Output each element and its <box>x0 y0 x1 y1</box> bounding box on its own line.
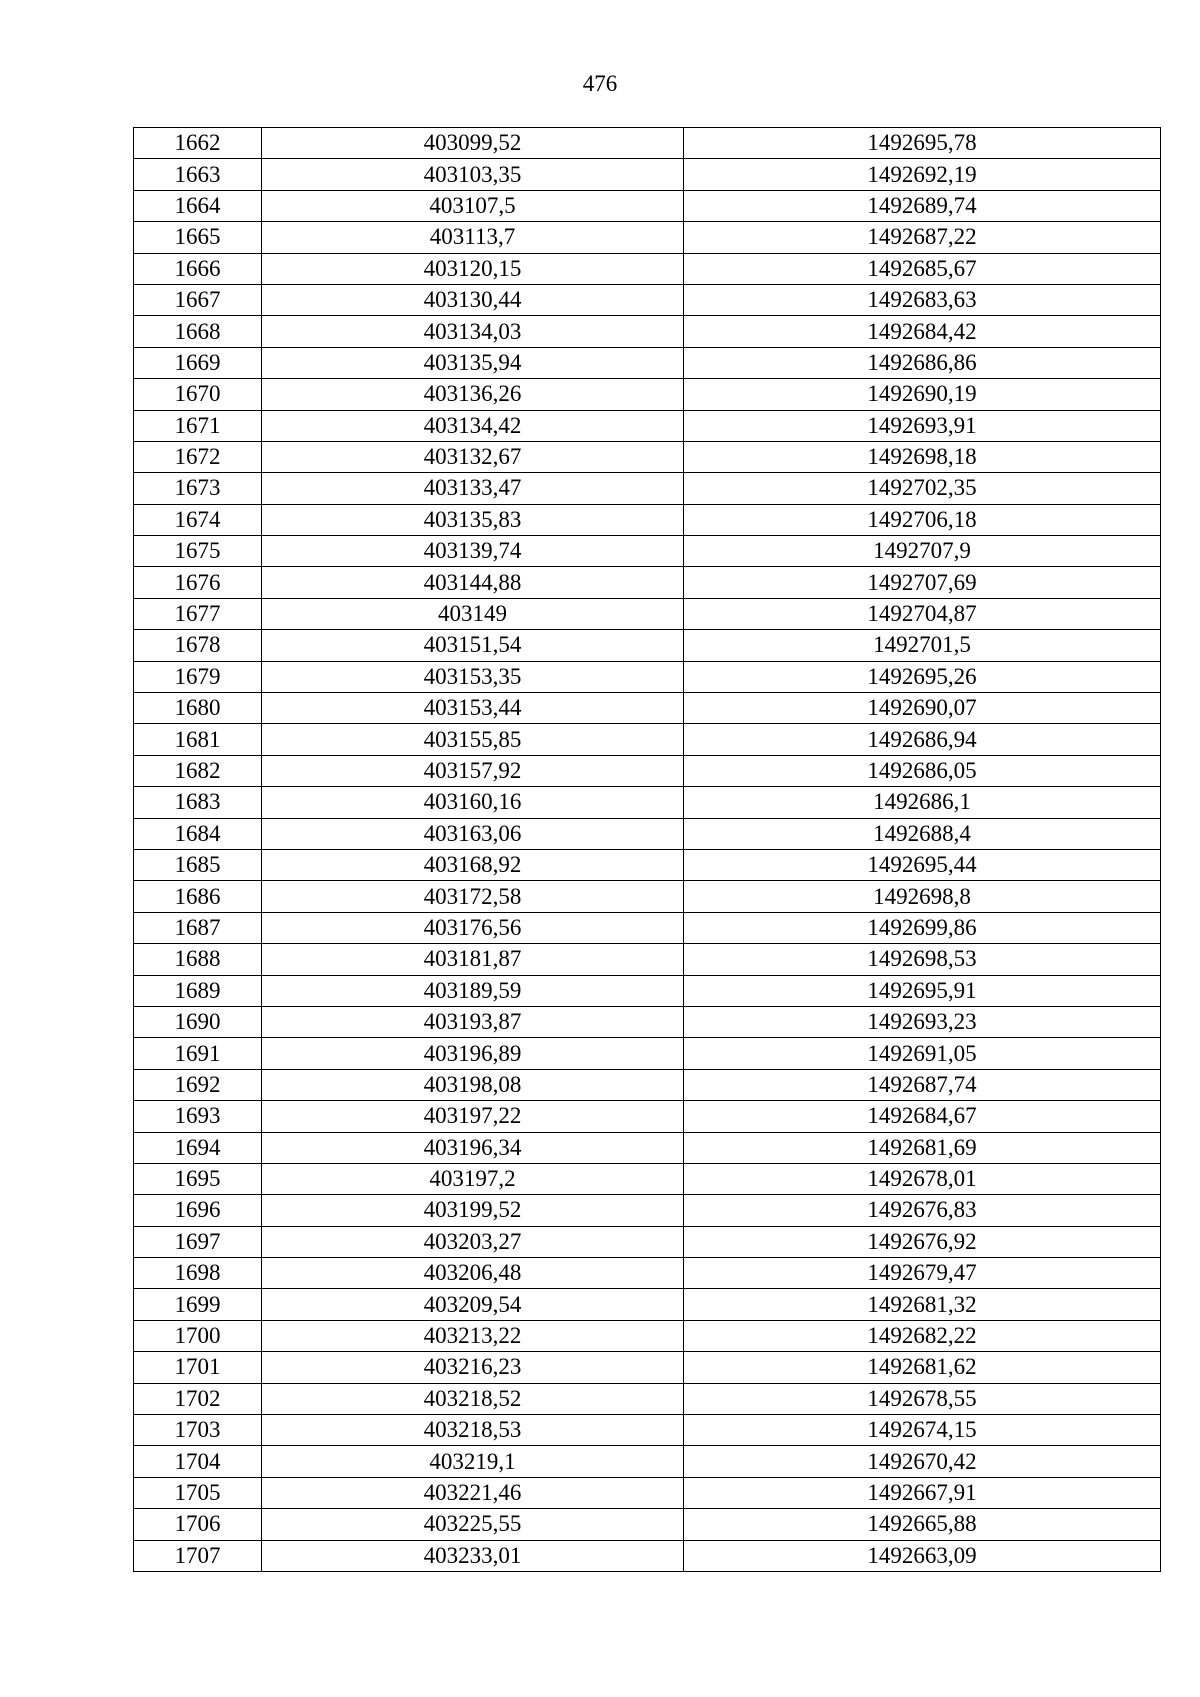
y-coordinate-cell: 1492683,63 <box>684 284 1161 315</box>
point-number-cell: 1690 <box>134 1006 262 1037</box>
table-row <box>134 536 1161 567</box>
table-row <box>134 1258 1161 1289</box>
y-coordinate-cell: 1492691,05 <box>684 1038 1161 1069</box>
table-row <box>134 1540 1161 1571</box>
y-coordinate-cell: 1492702,35 <box>684 473 1161 504</box>
y-coordinate-cell: 1492693,91 <box>684 410 1161 441</box>
table-row <box>134 441 1161 472</box>
x-coordinate-cell: 403120,15 <box>262 253 684 284</box>
point-number-cell: 1679 <box>134 661 262 692</box>
point-number-cell: 1673 <box>134 473 262 504</box>
x-coordinate-cell: 403176,56 <box>262 912 684 943</box>
y-coordinate-cell: 1492693,23 <box>684 1006 1161 1037</box>
table-row <box>134 128 1161 159</box>
x-coordinate-cell: 403153,35 <box>262 661 684 692</box>
point-number-cell: 1706 <box>134 1509 262 1540</box>
table-row <box>134 598 1161 629</box>
table-row <box>134 881 1161 912</box>
y-coordinate-cell: 1492674,15 <box>684 1415 1161 1446</box>
point-number-cell: 1665 <box>134 222 262 253</box>
point-number-cell: 1684 <box>134 818 262 849</box>
coordinates-table <box>133 127 1161 1572</box>
point-number-cell: 1674 <box>134 504 262 535</box>
x-coordinate-cell: 403219,1 <box>262 1446 684 1477</box>
x-coordinate-cell: 403135,83 <box>262 504 684 535</box>
table-row <box>134 410 1161 441</box>
y-coordinate-cell: 1492681,32 <box>684 1289 1161 1320</box>
table-row <box>134 1352 1161 1383</box>
table-row <box>134 755 1161 786</box>
x-coordinate-cell: 403139,74 <box>262 536 684 567</box>
table-row <box>134 1289 1161 1320</box>
point-number-cell: 1664 <box>134 190 262 221</box>
y-coordinate-cell: 1492704,87 <box>684 598 1161 629</box>
y-coordinate-cell: 1492685,67 <box>684 253 1161 284</box>
table-row <box>134 1038 1161 1069</box>
x-coordinate-cell: 403197,22 <box>262 1101 684 1132</box>
y-coordinate-cell: 1492699,86 <box>684 912 1161 943</box>
x-coordinate-cell: 403206,48 <box>262 1258 684 1289</box>
x-coordinate-cell: 403133,47 <box>262 473 684 504</box>
x-coordinate-cell: 403193,87 <box>262 1006 684 1037</box>
table-row <box>134 787 1161 818</box>
x-coordinate-cell: 403144,88 <box>262 567 684 598</box>
point-number-cell: 1702 <box>134 1383 262 1414</box>
y-coordinate-cell: 1492706,18 <box>684 504 1161 535</box>
x-coordinate-cell: 403157,92 <box>262 755 684 786</box>
table-row <box>134 693 1161 724</box>
table-row <box>134 190 1161 221</box>
table-body <box>134 128 1161 1572</box>
point-number-cell: 1671 <box>134 410 262 441</box>
table-row <box>134 504 1161 535</box>
point-number-cell: 1694 <box>134 1132 262 1163</box>
y-coordinate-cell: 1492695,91 <box>684 975 1161 1006</box>
point-number-cell: 1682 <box>134 755 262 786</box>
y-coordinate-cell: 1492667,91 <box>684 1477 1161 1508</box>
point-number-cell: 1678 <box>134 630 262 661</box>
y-coordinate-cell: 1492682,22 <box>684 1320 1161 1351</box>
x-coordinate-cell: 403218,52 <box>262 1383 684 1414</box>
table-row <box>134 849 1161 880</box>
x-coordinate-cell: 403213,22 <box>262 1320 684 1351</box>
table-row <box>134 975 1161 1006</box>
point-number-cell: 1662 <box>134 128 262 159</box>
y-coordinate-cell: 1492701,5 <box>684 630 1161 661</box>
x-coordinate-cell: 403221,46 <box>262 1477 684 1508</box>
y-coordinate-cell: 1492695,44 <box>684 849 1161 880</box>
x-coordinate-cell: 403135,94 <box>262 347 684 378</box>
x-coordinate-cell: 403103,35 <box>262 159 684 190</box>
point-number-cell: 1688 <box>134 944 262 975</box>
point-number-cell: 1700 <box>134 1320 262 1351</box>
y-coordinate-cell: 1492698,18 <box>684 441 1161 472</box>
point-number-cell: 1683 <box>134 787 262 818</box>
table-row <box>134 1320 1161 1351</box>
y-coordinate-cell: 1492695,78 <box>684 128 1161 159</box>
y-coordinate-cell: 1492681,62 <box>684 1352 1161 1383</box>
x-coordinate-cell: 403196,89 <box>262 1038 684 1069</box>
point-number-cell: 1675 <box>134 536 262 567</box>
y-coordinate-cell: 1492690,19 <box>684 379 1161 410</box>
y-coordinate-cell: 1492678,55 <box>684 1383 1161 1414</box>
point-number-cell: 1698 <box>134 1258 262 1289</box>
point-number-cell: 1666 <box>134 253 262 284</box>
y-coordinate-cell: 1492678,01 <box>684 1163 1161 1194</box>
point-number-cell: 1707 <box>134 1540 262 1571</box>
point-number-cell: 1663 <box>134 159 262 190</box>
y-coordinate-cell: 1492676,83 <box>684 1195 1161 1226</box>
table-row <box>134 1226 1161 1257</box>
point-number-cell: 1703 <box>134 1415 262 1446</box>
y-coordinate-cell: 1492686,94 <box>684 724 1161 755</box>
x-coordinate-cell: 403155,85 <box>262 724 684 755</box>
y-coordinate-cell: 1492684,67 <box>684 1101 1161 1132</box>
x-coordinate-cell: 403136,26 <box>262 379 684 410</box>
x-coordinate-cell: 403099,52 <box>262 128 684 159</box>
table-row <box>134 1509 1161 1540</box>
x-coordinate-cell: 403153,44 <box>262 693 684 724</box>
table-row <box>134 1415 1161 1446</box>
x-coordinate-cell: 403199,52 <box>262 1195 684 1226</box>
y-coordinate-cell: 1492665,88 <box>684 1509 1161 1540</box>
point-number-cell: 1689 <box>134 975 262 1006</box>
point-number-cell: 1677 <box>134 598 262 629</box>
point-number-cell: 1681 <box>134 724 262 755</box>
x-coordinate-cell: 403198,08 <box>262 1069 684 1100</box>
x-coordinate-cell: 403160,16 <box>262 787 684 818</box>
x-coordinate-cell: 403172,58 <box>262 881 684 912</box>
table-row <box>134 1163 1161 1194</box>
point-number-cell: 1705 <box>134 1477 262 1508</box>
table-row <box>134 473 1161 504</box>
x-coordinate-cell: 403163,06 <box>262 818 684 849</box>
y-coordinate-cell: 1492670,42 <box>684 1446 1161 1477</box>
table-row <box>134 1069 1161 1100</box>
table-row <box>134 1132 1161 1163</box>
y-coordinate-cell: 1492692,19 <box>684 159 1161 190</box>
y-coordinate-cell: 1492698,53 <box>684 944 1161 975</box>
point-number-cell: 1699 <box>134 1289 262 1320</box>
x-coordinate-cell: 403196,34 <box>262 1132 684 1163</box>
x-coordinate-cell: 403134,42 <box>262 410 684 441</box>
point-number-cell: 1685 <box>134 849 262 880</box>
table-row <box>134 347 1161 378</box>
point-number-cell: 1687 <box>134 912 262 943</box>
table-row <box>134 818 1161 849</box>
table-row <box>134 222 1161 253</box>
table-row <box>134 284 1161 315</box>
table-row <box>134 1006 1161 1037</box>
x-coordinate-cell: 403107,5 <box>262 190 684 221</box>
table-row <box>134 253 1161 284</box>
point-number-cell: 1680 <box>134 693 262 724</box>
x-coordinate-cell: 403130,44 <box>262 284 684 315</box>
point-number-cell: 1701 <box>134 1352 262 1383</box>
x-coordinate-cell: 403149 <box>262 598 684 629</box>
point-number-cell: 1670 <box>134 379 262 410</box>
point-number-cell: 1704 <box>134 1446 262 1477</box>
x-coordinate-cell: 403151,54 <box>262 630 684 661</box>
point-number-cell: 1676 <box>134 567 262 598</box>
table-row <box>134 567 1161 598</box>
x-coordinate-cell: 403218,53 <box>262 1415 684 1446</box>
point-number-cell: 1691 <box>134 1038 262 1069</box>
x-coordinate-cell: 403209,54 <box>262 1289 684 1320</box>
y-coordinate-cell: 1492676,92 <box>684 1226 1161 1257</box>
point-number-cell: 1693 <box>134 1101 262 1132</box>
point-number-cell: 1667 <box>134 284 262 315</box>
table-row <box>134 1195 1161 1226</box>
y-coordinate-cell: 1492690,07 <box>684 693 1161 724</box>
y-coordinate-cell: 1492695,26 <box>684 661 1161 692</box>
y-coordinate-cell: 1492686,05 <box>684 755 1161 786</box>
table-row <box>134 1101 1161 1132</box>
table-row <box>134 661 1161 692</box>
point-number-cell: 1668 <box>134 316 262 347</box>
y-coordinate-cell: 1492679,47 <box>684 1258 1161 1289</box>
x-coordinate-cell: 403233,01 <box>262 1540 684 1571</box>
point-number-cell: 1692 <box>134 1069 262 1100</box>
point-number-cell: 1669 <box>134 347 262 378</box>
y-coordinate-cell: 1492687,22 <box>684 222 1161 253</box>
x-coordinate-cell: 403225,55 <box>262 1509 684 1540</box>
table-row <box>134 159 1161 190</box>
table-row <box>134 944 1161 975</box>
x-coordinate-cell: 403203,27 <box>262 1226 684 1257</box>
y-coordinate-cell: 1492681,69 <box>684 1132 1161 1163</box>
x-coordinate-cell: 403197,2 <box>262 1163 684 1194</box>
x-coordinate-cell: 403168,92 <box>262 849 684 880</box>
y-coordinate-cell: 1492707,69 <box>684 567 1161 598</box>
x-coordinate-cell: 403132,67 <box>262 441 684 472</box>
point-number-cell: 1695 <box>134 1163 262 1194</box>
y-coordinate-cell: 1492689,74 <box>684 190 1161 221</box>
y-coordinate-cell: 1492663,09 <box>684 1540 1161 1571</box>
y-coordinate-cell: 1492684,42 <box>684 316 1161 347</box>
table-row <box>134 912 1161 943</box>
x-coordinate-cell: 403134,03 <box>262 316 684 347</box>
y-coordinate-cell: 1492686,86 <box>684 347 1161 378</box>
table-row <box>134 724 1161 755</box>
point-number-cell: 1696 <box>134 1195 262 1226</box>
table-row <box>134 1446 1161 1477</box>
point-number-cell: 1686 <box>134 881 262 912</box>
y-coordinate-cell: 1492698,8 <box>684 881 1161 912</box>
x-coordinate-cell: 403216,23 <box>262 1352 684 1383</box>
point-number-cell: 1697 <box>134 1226 262 1257</box>
table-row <box>134 379 1161 410</box>
y-coordinate-cell: 1492686,1 <box>684 787 1161 818</box>
x-coordinate-cell: 403113,7 <box>262 222 684 253</box>
x-coordinate-cell: 403181,87 <box>262 944 684 975</box>
x-coordinate-cell: 403189,59 <box>262 975 684 1006</box>
y-coordinate-cell: 1492687,74 <box>684 1069 1161 1100</box>
table-row <box>134 1477 1161 1508</box>
point-number-cell: 1672 <box>134 441 262 472</box>
table-row <box>134 316 1161 347</box>
y-coordinate-cell: 1492688,4 <box>684 818 1161 849</box>
table-row <box>134 630 1161 661</box>
table-row <box>134 1383 1161 1414</box>
page-number: 476 <box>582 71 618 96</box>
y-coordinate-cell: 1492707,9 <box>684 536 1161 567</box>
